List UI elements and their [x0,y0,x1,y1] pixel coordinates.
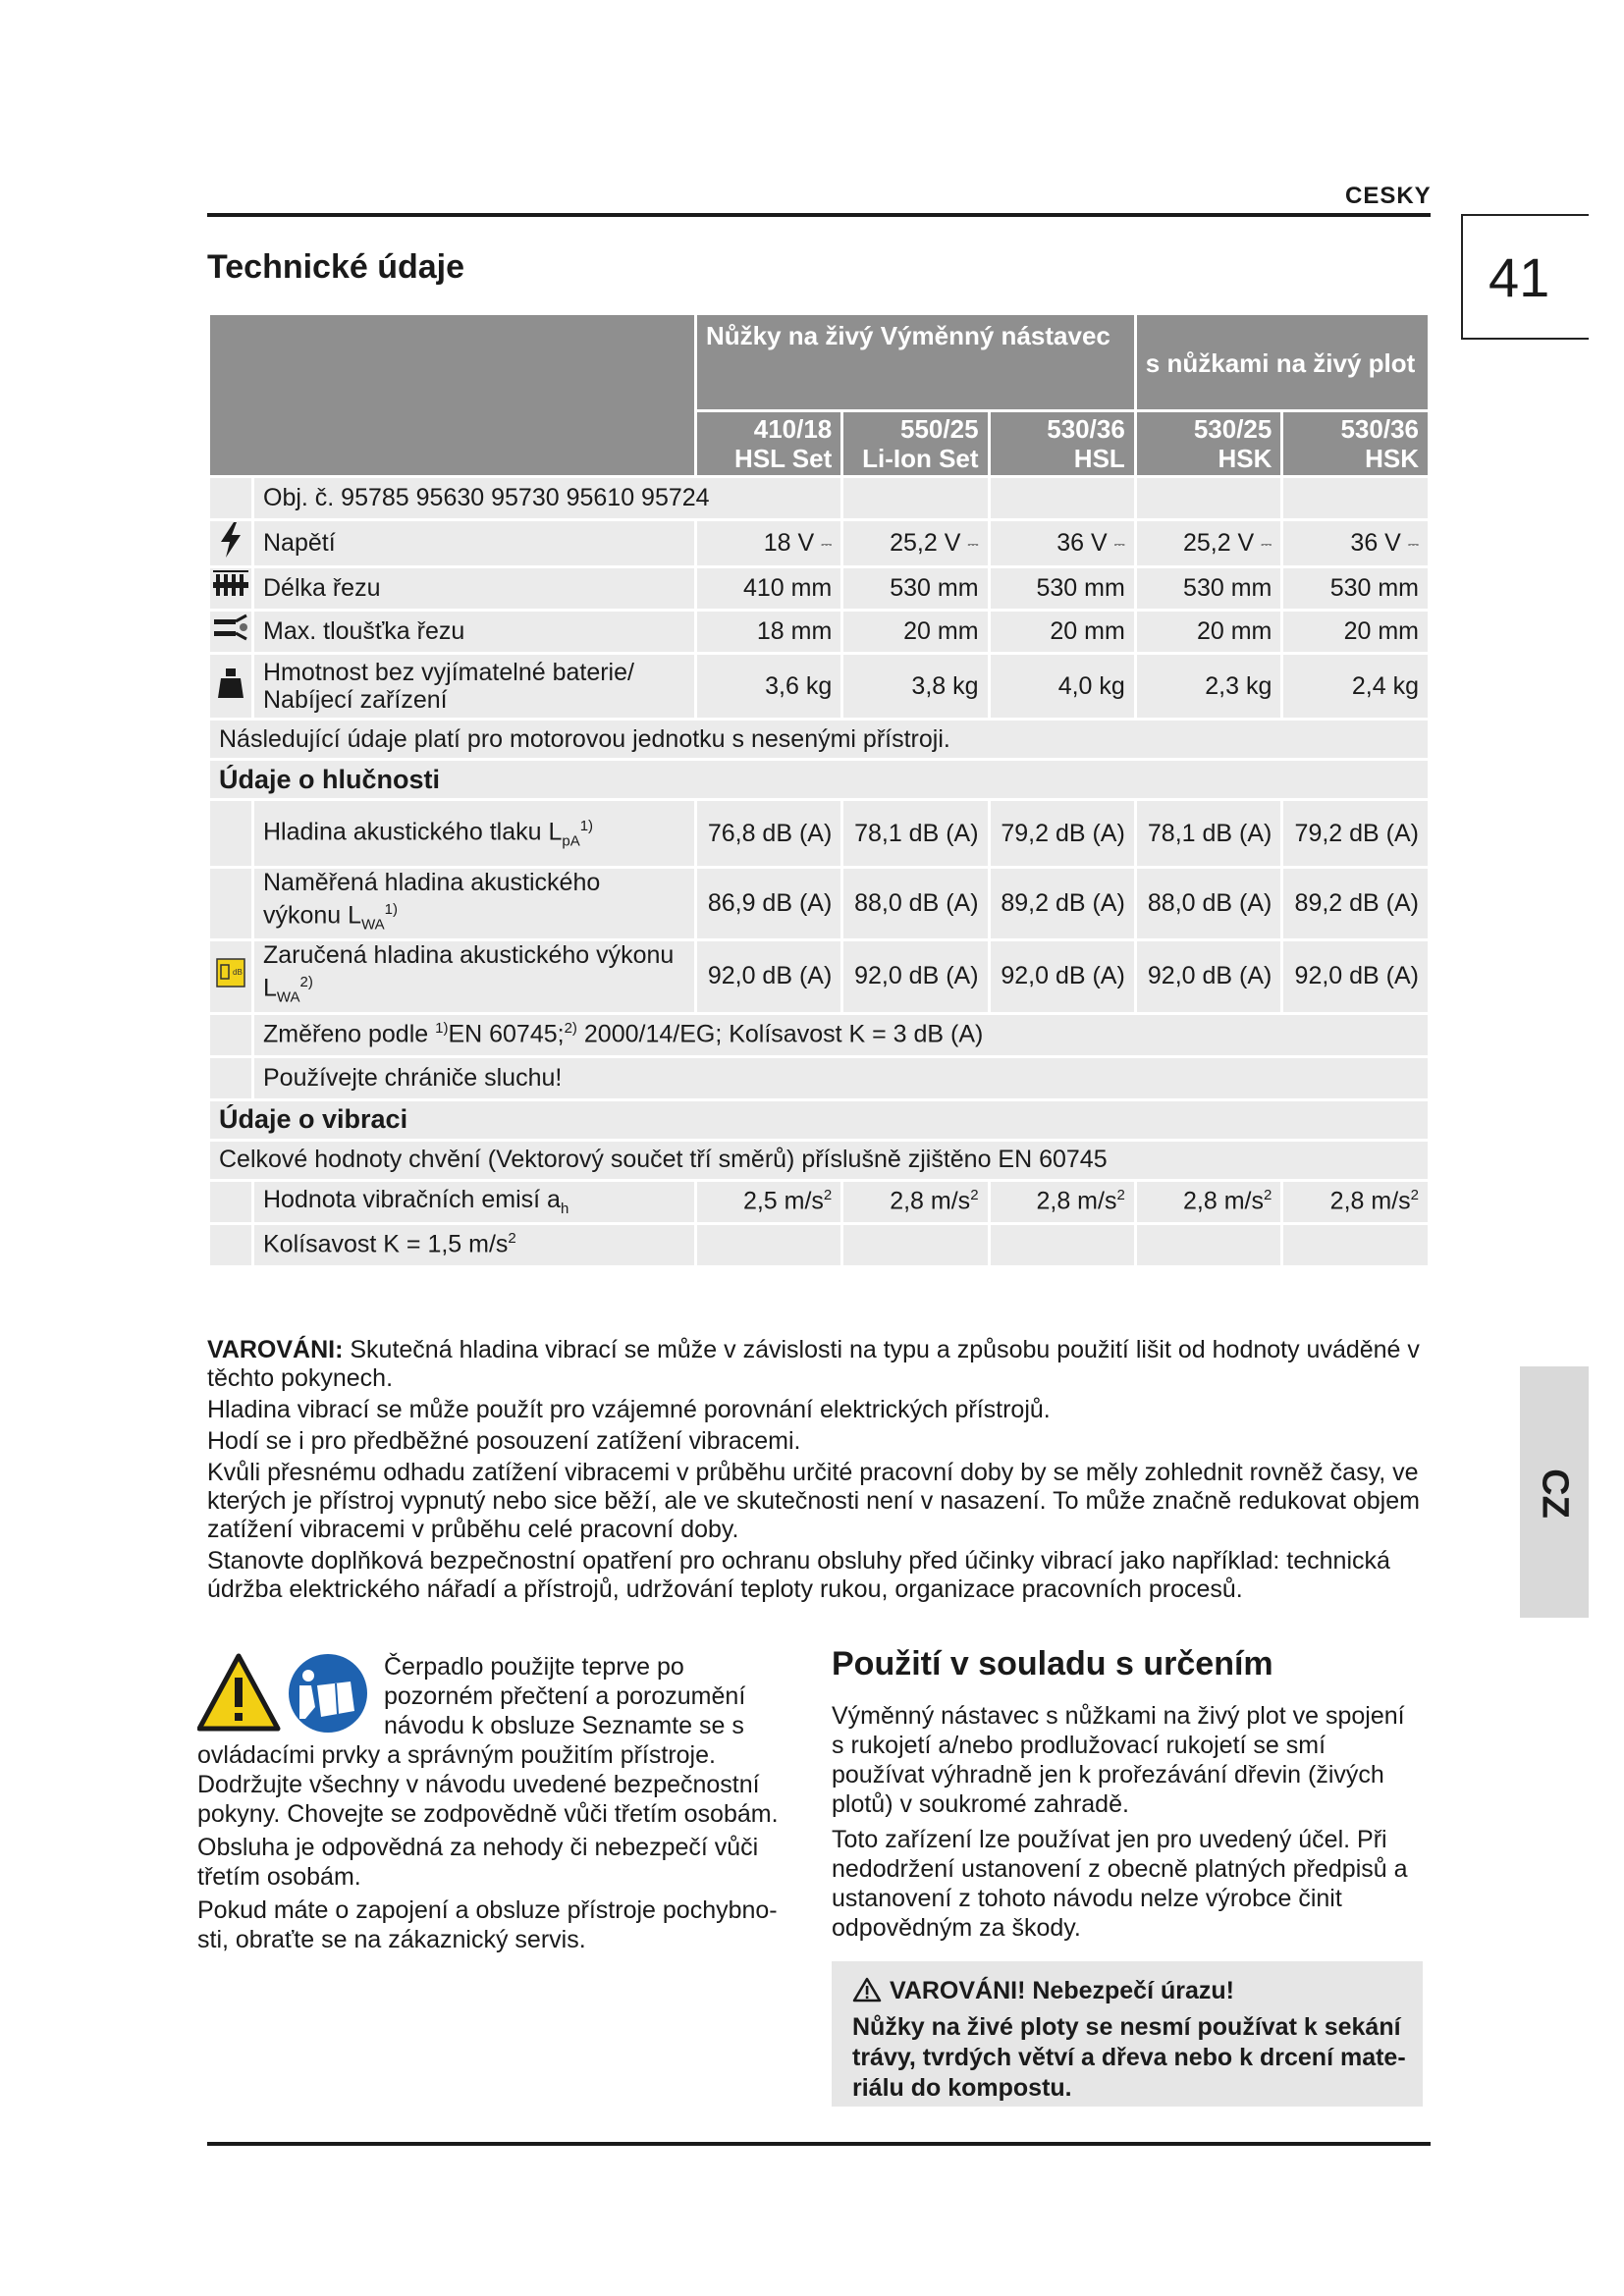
table-row [210,869,1428,938]
model-header: 530/25 HSK [1137,412,1281,475]
measured-sound-power-value: 88,0 dB (A) [843,869,987,938]
sound-power-icon [210,941,251,1011]
model-header: 550/25 Li-Ion Set [843,412,987,475]
vibration-emission-label: Hodnota vibračních emisí $a_h$ [254,1182,694,1222]
measured-sound-power-value: 89,2 dB (A) [991,869,1134,938]
table-row [210,801,1428,866]
order-number-row: Obj. č. 95785 95630 95730 95610 95724 [254,478,840,518]
measured-sound-power-value: 88,0 dB (A) [1137,869,1281,938]
icon-cell [210,1225,251,1265]
voltage-label: Napětí [254,521,694,565]
header-group-2: s nůžkami na živý plot [1137,315,1428,409]
header-group-1: Nůžky na živý Výměnný nástavec [697,315,1134,409]
sound-pressure-value: 79,2 dB (A) [991,801,1134,866]
motor-unit-note: Následující údaje platí pro motorovou jednotku s nesenými přístroji. [210,721,1428,758]
empty-cell [1137,1225,1281,1265]
icon-cell [210,1015,251,1055]
top-rule [207,213,1431,217]
cut-length-value: 530 mm [1283,568,1428,609]
weight-value: 3,8 kg [843,655,987,718]
language-side-tab-label: CZ [1534,1468,1576,1519]
vibration-emission-value: 2,8 $m/s^2$ [843,1182,987,1222]
weight-label: Hmotnost bez vyjímatelné baterie/ Nabíjecí zařízení [254,655,694,718]
service-paragraph: Pokud máte o zapojení a obsluze přístroje pochybno-sti, obraťte se na zákaznický servis. [197,1896,778,1953]
weight-value: 4,0 kg [991,655,1134,718]
table-row [210,521,1428,565]
cut-length-value: 530 mm [991,568,1134,609]
cut-length-value: 410 mm [697,568,840,609]
vibration-emission-value: 2,8 $m/s^2$ [1283,1182,1428,1222]
table-row [210,568,1428,609]
measured-sound-power-value: 89,2 dB (A) [1283,869,1428,938]
warning-paragraph: Hodí se i pro předběžné posouzení zatížení vibracemi. [207,1427,801,1455]
tech-data-table [207,312,1431,1268]
sound-pressure-value: 76,8 dB (A) [697,801,840,866]
empty-cell [1137,478,1281,518]
table-corner [210,315,694,475]
table-row [210,1225,1428,1265]
warning-outline-icon [852,1977,882,2002]
page-number: 41 [1489,246,1550,308]
vibration-emission-value: 2,5 $m/s^2$ [697,1182,840,1222]
max-thickness-value: 20 mm [991,612,1134,652]
sound-pressure-value: 78,1 dB (A) [1137,801,1281,866]
table-row [210,941,1428,1011]
max-thickness-value: 20 mm [1283,612,1428,652]
guaranteed-sound-power-value: 92,0 dB (A) [1137,941,1281,1011]
hearing-protection-note: Používejte chrániče sluchu! [254,1058,1428,1098]
warning-paragraph: VAROVÁNI: Skutečná hladina vibrací se může v závislosti na typu a způsobu použití lišit od hodnoty uváděné v těchto pokynech. [207,1336,1420,1392]
max-thickness-value: 20 mm [843,612,987,652]
empty-cell [843,1225,987,1265]
table-row [210,612,1428,652]
max-thickness-label: Max. tloušťka řezu [254,612,694,652]
model-header: 410/18 HSL Set [697,412,840,475]
intended-use-text [832,1701,1411,1949]
empty-cell [991,1225,1134,1265]
vibration-section-title: Údaje o vibraci [210,1101,1428,1139]
cut-length-value: 530 mm [1137,568,1281,609]
warning-paragraph: Kvůli přesnému odhadu zatížení vibracemi v průběhu určité pracovní doby by se měly zohlednit rovněž časy, ve kterých je přístroj vypnutý nebo sice běží, ale ve skutečnosti není v nasazení. To může značně redukovat objem zatížení vibracemi v průběhu celé pracovní doby. [207,1459,1420,1543]
language-side-tab [1520,1366,1589,1618]
guaranteed-sound-power-label: Zaručená hladina akustického výkonu $L_{WA}^{2)}$ [254,941,694,1011]
weight-value: 2,3 kg [1137,655,1281,718]
guaranteed-sound-power-value: 92,0 dB (A) [697,941,840,1011]
guaranteed-sound-power-value: 92,0 dB (A) [843,941,987,1011]
guaranteed-sound-power-value: 92,0 dB (A) [1283,941,1428,1011]
empty-cell [1283,478,1428,518]
vibration-emission-value: 2,8 $m/s^2$ [991,1182,1134,1222]
injury-warning-title: VAROVÁNI! Nebezpečí úrazu! [852,1977,1234,2005]
language-label: CESKY [1345,183,1432,209]
vibration-total-note: Celkové hodnoty chvění (Vektorový součet tří směrů) příslušně zjištěno EN 60745 [210,1142,1428,1179]
injury-warning-text: Nůžky na živé ploty se nesmí používat k sekání trávy, tvrdých větví a dřeva nebo k drcení mate-riálu do kompostu. [852,2013,1406,2102]
icon-cell [210,1182,251,1222]
guaranteed-sound-power-value: 92,0 dB (A) [991,941,1134,1011]
measurement-standard: Změřeno podle $^{1)}$EN 60745;$^{2)}$ 2000/14/EG; Kolísavost K = 3 dB (A) [254,1015,1428,1055]
vibration-tolerance-label: Kolísavost K = 1,5 $m/s^2$ [254,1225,694,1265]
cut-length-label: Délka řezu [254,568,694,609]
cut-thickness-icon [210,612,251,652]
vibration-emission-value: 2,8 $m/s^2$ [1137,1182,1281,1222]
svg-text:dB: dB [233,968,243,978]
warning-paragraph: Hladina vibrací se může použít pro vzájemné porovnání elektrických přístrojů. [207,1396,1051,1423]
weight-value: 3,6 kg [697,655,840,718]
responsibility-paragraph: Obsluha je odpovědná za nehody či nebezpečí vůči třetím osobám. [197,1834,759,1891]
icon-cell [210,478,251,518]
icon-cell [210,869,251,938]
empty-cell [1283,1225,1428,1265]
instructions-paragraph: Čerpadlo použijte teprve po pozorném přečtení a porozumění návodu k obsluze Seznamte se s ovládacími prvky a správným použitím přístroje. Dodržujte všechny v návodu uvedené bezpečnostní pokyny. Chovejte se zodpovědně vůči třetím osobám. [197,1653,779,1828]
vibration-warning-text [207,1336,1425,1607]
sound-pressure-value: 78,1 dB (A) [843,801,987,866]
voltage-value: 25,2 V ⎓ [843,521,987,565]
weight-value: 2,4 kg [1283,655,1428,718]
model-header: 530/36 HSK [1283,412,1428,475]
lightning-icon [210,521,251,565]
empty-cell [991,478,1134,518]
measured-sound-power-value: 86,9 dB (A) [697,869,840,938]
noise-section-title: Údaje o hlučnosti [210,761,1428,798]
model-header: 530/36 HSL [991,412,1134,475]
cut-length-value: 530 mm [843,568,987,609]
max-thickness-value: 18 mm [697,612,840,652]
warning-paragraph: Stanovte doplňková bezpečnostní opatření pro ochranu obsluhy před účinky vibrací jako například: technická údržba elektrického nářadí a přístrojů, udržování teploty rukou, organizace pracovních procesů. [207,1547,1390,1603]
measured-sound-power-label: Naměřená hladina akustického výkonu $L_{WA}^{1)}$ [254,869,694,938]
table-row [210,655,1428,718]
section-title: Technické údaje [207,248,465,286]
voltage-value: 36 V ⎓ [991,521,1134,565]
icon-cell [210,801,251,866]
voltage-value: 18 V ⎓ [697,521,840,565]
weight-icon [210,655,251,718]
bottom-rule [207,2142,1431,2146]
injury-warning-box [832,1961,1423,2107]
intended-use-title: Použití v souladu s určením [832,1645,1273,1682]
blade-length-icon [210,568,251,609]
intended-use-paragraph: Toto zařízení lze používat jen pro uvedený účel. Při nedodržení ustanovení z obecně platných předpisů a ustanovení z tohoto návodu nelze výrobce činit odpovědným za škody. [832,1826,1408,1942]
voltage-value: 36 V ⎓ [1283,521,1428,565]
voltage-value: 25,2 V ⎓ [1137,521,1281,565]
warning-triangle-icon [197,1652,374,1736]
table-row [210,1182,1428,1222]
max-thickness-value: 20 mm [1137,612,1281,652]
sound-pressure-label: Hladina akustického tlaku $L_{pA}^{1)}$ [254,801,694,866]
empty-cell [843,478,987,518]
empty-cell [697,1225,840,1265]
icon-cell [210,1058,251,1098]
sound-pressure-value: 79,2 dB (A) [1283,801,1428,866]
intended-use-paragraph: Výměnný nástavec s nůžkami na živý plot ve spojení s rukojetí a/nebo prodlužovací rukojetí se smí používat výhradně jen k prořezávání dřevin (živých plotů) v soukromé zahradě. [832,1702,1405,1818]
manual-instructions [197,1652,796,1958]
safety-icons [197,1652,374,1740]
